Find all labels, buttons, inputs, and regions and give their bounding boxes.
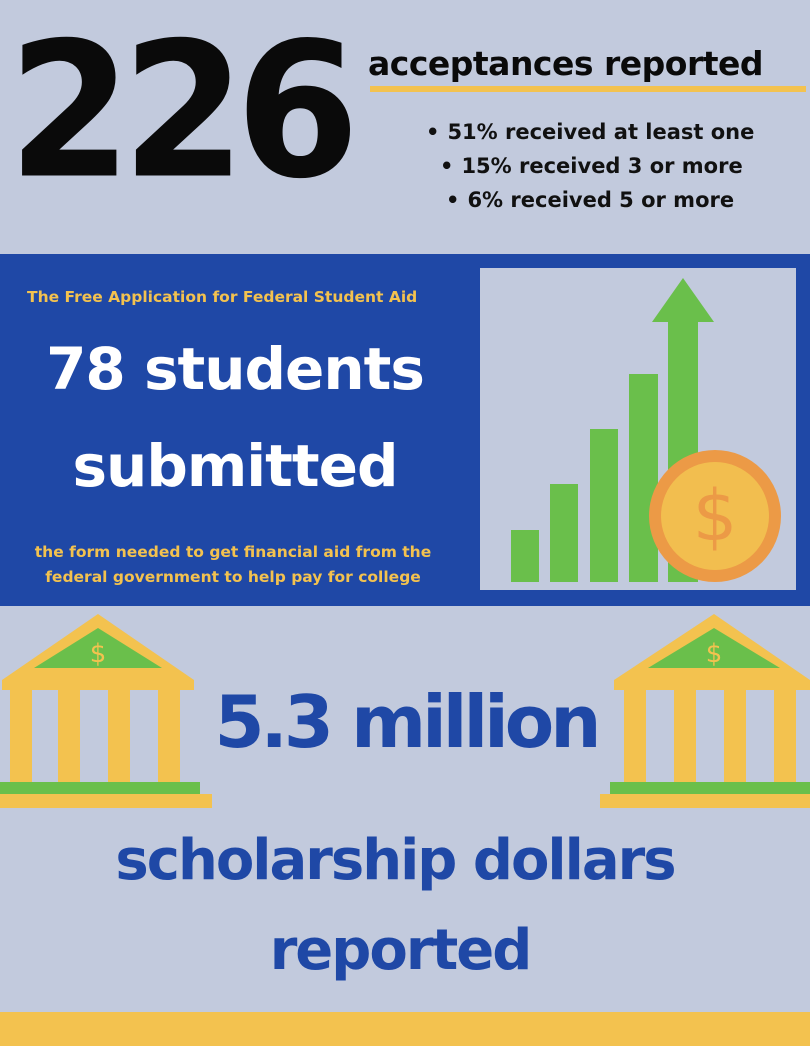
- chart-bar: [511, 530, 539, 582]
- scholarship-label-line1: scholarship dollars: [115, 828, 675, 893]
- fafsa-title: The Free Application for Federal Student Aid: [27, 288, 418, 306]
- bank-building-icon: [0, 610, 215, 814]
- footer-bar: [0, 1012, 810, 1046]
- fafsa-headline-line1: 78 students: [46, 335, 424, 403]
- fafsa-description: [0, 540, 466, 590]
- fafsa-headline-line2: submitted: [72, 432, 398, 500]
- bullet-item: • 6% received 5 or more: [446, 188, 734, 212]
- coin-symbol: $: [692, 475, 738, 557]
- bullet-item: • 51% received at least one: [426, 120, 754, 144]
- chart-bar: [550, 484, 578, 582]
- fafsa-description-line2: federal government to help pay for college: [45, 568, 421, 586]
- acceptances-label: acceptances reported: [368, 44, 764, 83]
- bank-building-icon: [600, 610, 810, 814]
- bar-chart-arrow-icon: [480, 268, 796, 590]
- chart-arrow-head: [652, 278, 714, 322]
- scholarship-label-line2: reported: [269, 918, 531, 983]
- scholarship-amount: 5.3 million: [214, 680, 598, 764]
- bullet-item: • 15% received 3 or more: [440, 154, 743, 178]
- bank-symbol: $: [705, 639, 723, 669]
- dollar-coin-icon: [649, 450, 781, 582]
- bank-symbol: $: [89, 639, 107, 669]
- acceptances-underline: [370, 86, 806, 92]
- chart-bar: [590, 429, 618, 582]
- chart-bar: [629, 374, 658, 582]
- fafsa-description-line1: the form needed to get financial aid from the: [34, 543, 432, 561]
- acceptances-number: 226: [8, 2, 350, 220]
- growth-chart-illustration: [480, 268, 796, 590]
